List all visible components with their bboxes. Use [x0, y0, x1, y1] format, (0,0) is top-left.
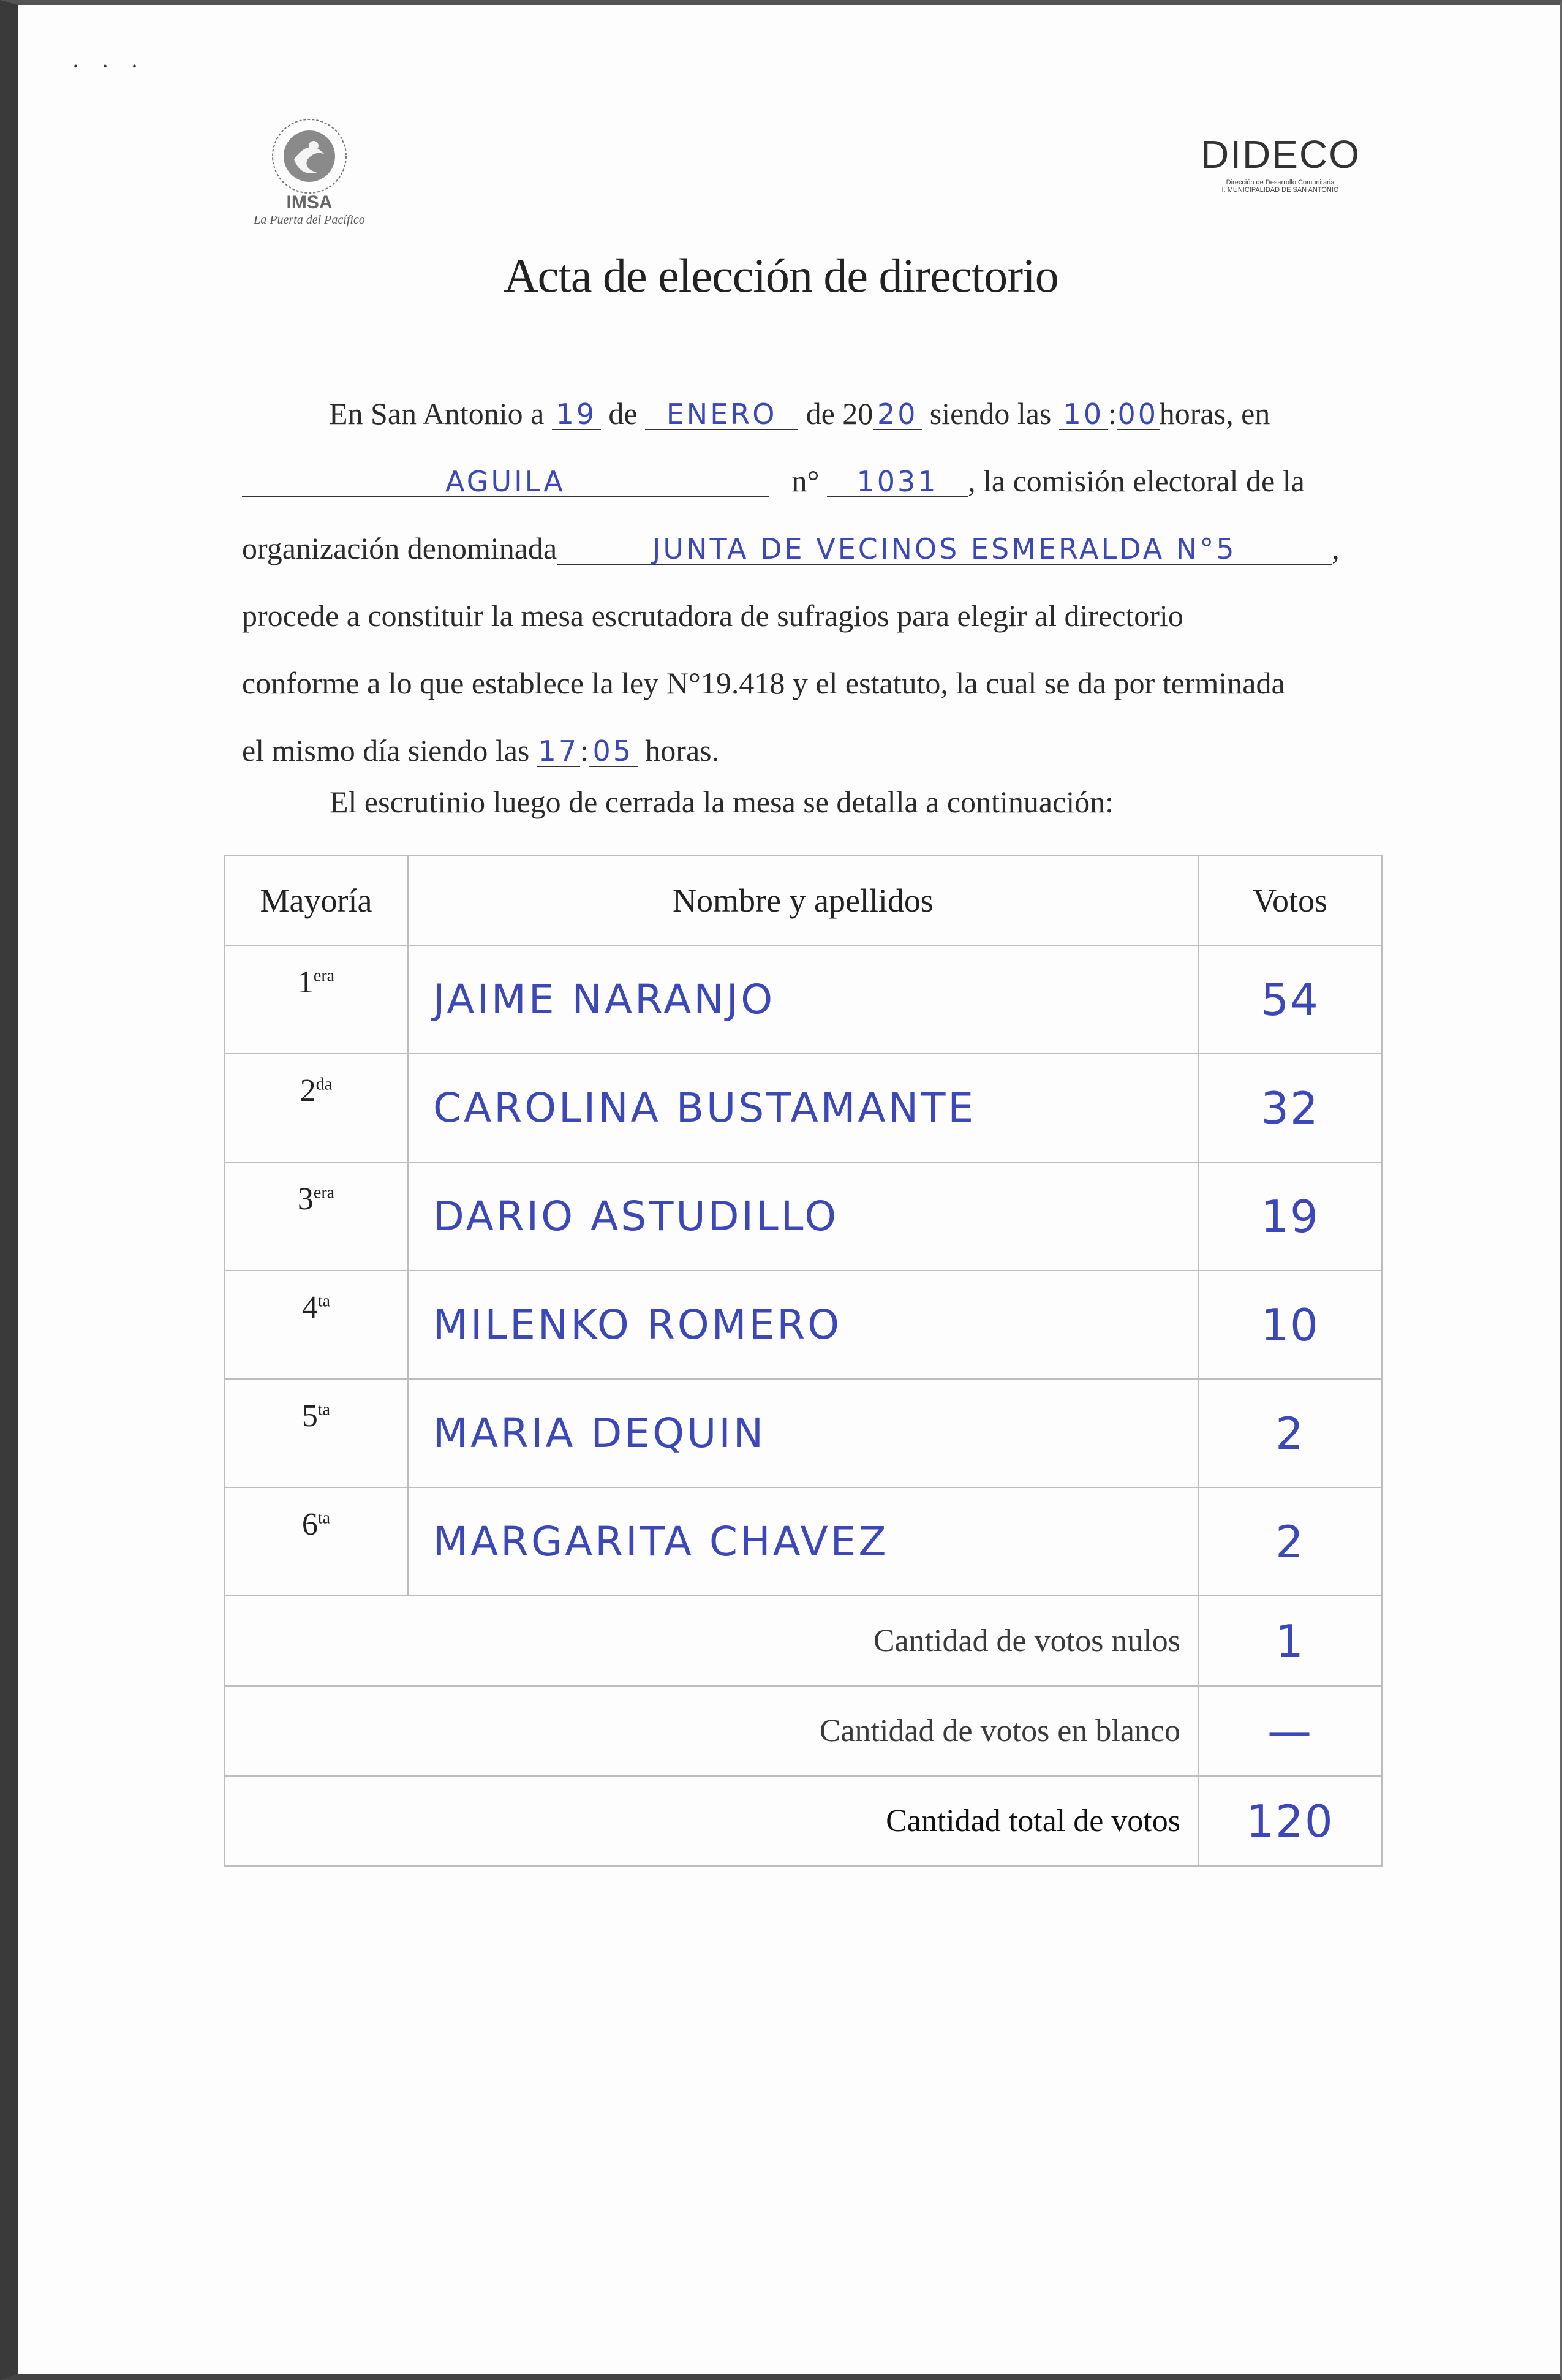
start-minute-field[interactable]: 00	[1117, 398, 1159, 431]
candidate-name-cell[interactable]: MARGARITA CHAVEZ	[408, 1487, 1198, 1596]
imsa-emblem-icon	[270, 116, 349, 196]
count-intro: El escrutinio luego de cerrada la mesa se detalla a continuación:	[330, 785, 1114, 819]
null-votes-row	[224, 1596, 1382, 1686]
header-rank: Mayoría	[224, 855, 408, 945]
rank-cell: $1^{era}$	[224, 945, 408, 1054]
paragraph-line-4: procede a constituir la mesa escrutadora de sufragios para elegir al directorio	[242, 599, 1183, 633]
act-paragraph	[242, 380, 1363, 784]
document-title: Acta de elección de directorio	[504, 249, 1058, 302]
candidate-name-cell[interactable]: MILENKO ROMERO	[408, 1271, 1198, 1379]
street-number-field[interactable]: 1031	[827, 466, 968, 497]
rank-cell: $4^{ta}$	[224, 1271, 408, 1379]
votes-cell[interactable]: 2	[1198, 1487, 1382, 1596]
paragraph-line-5: conforme a lo que establece la ley N°19.418 y el estatuto, la cual se da por terminada	[242, 666, 1285, 700]
table-row	[224, 1162, 1382, 1271]
results-table	[224, 855, 1383, 1867]
start-hour-field[interactable]: 10	[1059, 398, 1108, 430]
blank-votes-value[interactable]: —	[1198, 1686, 1382, 1776]
header-name: Nombre y apellidos	[408, 855, 1198, 945]
null-votes-label: Cantidad de votos nulos	[224, 1596, 1198, 1686]
candidate-name-cell[interactable]: MARIA DEQUIN	[408, 1379, 1198, 1487]
rank-cell: $5^{ta}$	[224, 1379, 408, 1487]
table-row	[224, 945, 1382, 1054]
votes-cell[interactable]: 10	[1198, 1271, 1382, 1379]
table-row	[224, 1487, 1382, 1596]
header-votes: Votos	[1198, 855, 1382, 945]
blank-votes-label: Cantidad de votos en blanco	[224, 1686, 1198, 1776]
table-row	[224, 1271, 1382, 1379]
end-hour-field[interactable]: 17	[538, 735, 579, 768]
day-field[interactable]: 19	[552, 398, 601, 430]
total-votes-label: Cantidad total de votos	[224, 1776, 1198, 1866]
scan-specks: • • •	[74, 60, 148, 74]
table-row	[224, 1054, 1382, 1162]
dideco-subtitle: Dirección de Desarrollo Comunitaria	[1226, 179, 1335, 186]
table-row	[224, 1379, 1382, 1487]
votes-cell[interactable]: 19	[1198, 1162, 1382, 1271]
candidate-name-cell[interactable]: CAROLINA BUSTAMANTE	[408, 1054, 1198, 1162]
rank-cell: $3^{era}$	[224, 1162, 408, 1271]
paragraph-line-2: AGUILA n° 1031 , la comisión electoral de la	[242, 447, 1363, 515]
candidate-name-cell[interactable]: JAIME NARANJO	[408, 945, 1198, 1054]
organization-field[interactable]: JUNTA DE VECINOS ESMERALDA N°5	[557, 533, 1332, 565]
votes-cell[interactable]: 32	[1198, 1054, 1382, 1162]
paragraph-line-6: el mismo día siendo las 17: 05 horas.	[242, 733, 720, 768]
total-votes-value[interactable]: 120	[1198, 1776, 1382, 1866]
paragraph-line-3: organización denominada JUNTA DE VECINOS ESMERALDA N°5 ,	[242, 531, 1340, 565]
imsa-brand: IMSA	[286, 192, 333, 213]
imsa-logo	[233, 116, 386, 251]
blank-votes-row	[224, 1686, 1382, 1776]
dideco-brand: DIDECO	[1201, 132, 1360, 176]
end-minute-field[interactable]: 05	[589, 735, 638, 767]
paragraph-line-1: En San Antonio a 19 de ENERO de 20 20 siendo las 10 :00horas, en	[329, 396, 1270, 431]
year-field[interactable]: 20	[873, 398, 922, 430]
null-votes-value[interactable]: 1	[1198, 1596, 1382, 1686]
rank-cell: $6^{ta}$	[224, 1487, 408, 1596]
dideco-logo	[1201, 132, 1360, 227]
votes-cell[interactable]: 54	[1198, 945, 1382, 1054]
imsa-tagline: La Puerta del Pacífico	[254, 213, 365, 227]
total-votes-row	[224, 1776, 1382, 1866]
street-field[interactable]: AGUILA	[242, 466, 769, 497]
table-header-row	[224, 855, 1382, 945]
candidate-name-cell[interactable]: DARIO ASTUDILLO	[408, 1162, 1198, 1271]
dideco-municipality: I. MUNICIPALIDAD DE SAN ANTONIO	[1221, 186, 1339, 194]
month-field[interactable]: ENERO	[645, 398, 798, 430]
rank-cell: $2^{da}$	[224, 1054, 408, 1162]
votes-cell[interactable]: 2	[1198, 1379, 1382, 1487]
